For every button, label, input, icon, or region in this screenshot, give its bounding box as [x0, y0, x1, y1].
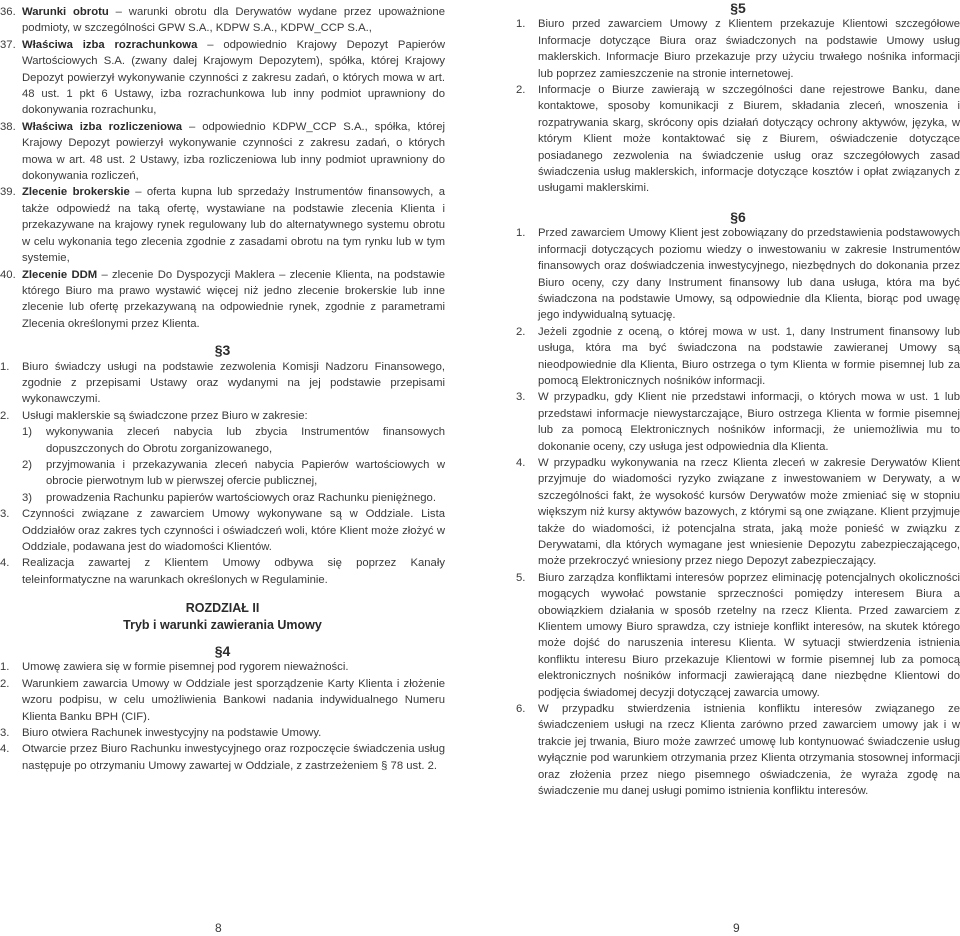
paragraph-item: [516, 389, 960, 455]
item-text: Warunkiem zawarcia Umowy w Oddziale jest sporządzenie Karty Klienta i złożenie wzoru podpisu, w celu umożliwienia Bankowi nadania indywidualnego Numeru Klienta Banku BPH (CIF).: [22, 677, 445, 723]
item-number: 1.: [0, 661, 10, 674]
item-text: Biuro świadczy usługi na podstawie zezwolenia Komisji Nadzoru Finansowego, zgodnie z przepisami Ustawy oraz wydanymi na jej podstawie przepisami wykonawczymi.: [22, 360, 445, 406]
sub-item-number: 1): [22, 426, 33, 439]
definition-item: [0, 37, 445, 119]
left-page: [0, 0, 445, 774]
definition-text: – oferta kupna lub sprzedaży Instrumentów finansowych, a także odpowiedź na taką ofertę, wystawiane na podstawie zlecenia Klienta i przekazywane na krajowy rynek regulowany lub do alternatywnego systemu obrotu w celu wykonania tego zlecenia zgodnie z zasadami obrotu na tym rynku lub w tym systemie,: [22, 186, 445, 265]
sub-item-text: przyjmowania i przekazywania zleceń nabycia Papierów wartościowych w obrocie pierwotnym lub w pierwszej ofercie publicznej,: [46, 458, 445, 488]
paragraph-item: [0, 555, 445, 588]
sub-item-text: wykonywania zleceń nabycia lub zbycia Instrumentów finansowych dopuszczonych do Obrotu zorganizowanego,: [46, 426, 445, 455]
item-number: 2.: [516, 84, 526, 97]
definition-item: [0, 184, 445, 266]
item-text: Biuro otwiera Rachunek inwestycyjny na podstawie Umowy.: [22, 727, 322, 740]
item-number: 6.: [516, 703, 526, 716]
item-number: 3.: [0, 727, 10, 740]
chapter-title: ROZDZIAŁ II: [185, 601, 260, 616]
paragraph-item: [516, 570, 960, 701]
paragraph-item: [0, 725, 445, 741]
definition-text: – odpowiednio KDPW_CCP S.A., spółka, której Krajowy Depozyt powierzył wykonywanie czynności z zakresu zadań, o których mowa w art. 48 ust. 2 Ustawy, izba rozliczeniowa lub inny podmiot uprawniony do dokonywania rozliczeń,: [22, 120, 445, 183]
item-number: 2.: [516, 325, 526, 338]
definition-text: – odpowiednio Krajowy Depozyt Papierów Wartościowych S.A. (zwany dalej Krajowym Depozytem), spółka, której Krajowy Depozyt powierzył wykonywanie czynności z zakresu zadań, o których mowa w art. 48 ust. 1 pkt 6 Ustawy, izba rozrachunkowa lub inny podmiot uprawniony do dokonywania rozrachunku,: [22, 38, 446, 117]
item-text: W przypadku, gdy Klient nie przedstawi informacji, o których mowa w ust. 1 lub przedstawi informacje niewystarczające, Biuro ostrzega Klienta w formie pisemnej lub za pomocą Elektronicznych nośników informacji, że uniemożliwia mu to dokonanie oceny, czy usługa jest odpowiednia dla Klienta.: [538, 391, 960, 453]
item-number: 40.: [0, 268, 16, 281]
definition-text: – zlecenie Do Dyspozycji Maklera – zlecenie Klienta, na podstawie którego Biuro ma prawo wystawić więcej niż jedno zlecenie brokerskie lub inne zlecenie lub ofertę przekazywaną na odpowiednie rynek, zgodnie z parametrami Zlecenia określonymi przez Klienta.: [22, 268, 445, 330]
item-number: 4.: [0, 743, 10, 756]
definition-item: [0, 4, 445, 37]
item-number: 3.: [0, 508, 10, 521]
item-number: 5.: [516, 571, 526, 584]
page-number-right: 9: [733, 921, 740, 935]
chapter-subtitle: Tryb i warunki zawierania Umowy: [123, 617, 322, 632]
item-number: 38.: [0, 120, 16, 133]
term: Zlecenie DDM: [22, 268, 98, 281]
item-number: 1.: [0, 360, 10, 373]
section-heading: §6: [730, 208, 746, 225]
paragraph-item: [516, 455, 960, 570]
page-number-left: 8: [215, 921, 222, 935]
term: Właściwa izba rozliczeniowa: [22, 120, 183, 133]
item-number: 4.: [516, 456, 526, 469]
definition-text: – warunki obrotu dla Derywatów wydane przez upoważnione podmioty, w szczególności GPW S.A., KDPW S.A., KDPW_CCP S.A.,: [22, 6, 445, 35]
paragraph-item: [516, 82, 960, 197]
sub-item: [0, 424, 445, 457]
item-text: W przypadku stwierdzenia istnienia konfliktu interesów związanego ze świadczeniem usługi na rzecz Klienta zarówno przed zawarciem umowy jak i w trakcie jej trwania, Biuro może zawrzeć umowę lub kontynuować świadczenie usług wyłącznie pod warunkiem otrzymania przez Klienta otrzymania stosownej informacji oraz złożenia przez niego pisemnego oświadczenia, że wyraża zgodę na świadczenie mu danej usługi pomimo istnienia konfliktu interesów.: [538, 703, 960, 798]
section-heading: §5: [730, 0, 746, 16]
item-text: W przypadku wykonywania na rzecz Klienta zleceń w zakresie Derywatów Klient przyjmuje do wiadomości ryzyko związane z inwestowaniem w Derywaty, a w szczególności fakt, że wysokość kursów Derywatów może zmieniać się w stopniu większym niż kursy aktywów bazowych, z którymi są one związane. Klient przyjmuje także do wiadomości, iż potencjalna strata, jaką może ponieść w związku z Derywatami, dla których wymagane jest wniesienie Depozytu zabezpieczającego, może przekroczyć wniesiony przez niego Depozyt zabezpieczający.: [538, 456, 960, 568]
term: Zlecenie brokerskie: [22, 186, 130, 199]
paragraph-item: [516, 701, 960, 799]
paragraph-item: [0, 408, 445, 424]
item-text: Biuro przed zawarciem Umowy z Klientem przekazuje Klientowi szczegółowe Informacje dotyczące Biura oraz świadczonych na podstawie Umowy usług maklerskich. Informacje Biuro przekazuje przy użyciu trwałego nośnika informacji lub poprzez zamieszczenie na stronie internetowej.: [538, 18, 960, 80]
item-number: 1.: [516, 227, 526, 240]
item-number: 2.: [0, 677, 10, 690]
item-text: Jeżeli zgodnie z oceną, o której mowa w ust. 1, dany Instrument finansowy lub usługa, która ma być świadczona na podstawie zawieranej Umowy są nieodpowiednie dla Klienta, Biuro ostrzega o tym Klienta w formie pisemnej lub za pomocą Elektronicznych nośników informacji.: [538, 325, 960, 387]
sub-item: [0, 490, 445, 506]
item-text: Czynności związane z zawarciem Umowy wykonywane są w Oddziale. Lista Oddziałów oraz zakres tych czynności i oświadczeń woli, które Klient może złożyć w Oddziale, podawana jest do wiadomości Klientów.: [22, 508, 445, 553]
item-text: Umowę zawiera się w formie pisemnej pod rygorem nieważności.: [22, 661, 349, 674]
paragraph-item: [0, 359, 445, 408]
section-heading: §4: [214, 643, 231, 660]
right-page: [516, 0, 960, 800]
item-number: 39.: [0, 186, 16, 199]
paragraph-item: [516, 324, 960, 390]
section-heading: §3: [214, 342, 231, 359]
paragraph-item: [516, 225, 960, 323]
item-number: 1.: [516, 18, 526, 31]
paragraph-item: [0, 659, 445, 675]
paragraph-item: [0, 741, 445, 774]
item-number: 3.: [516, 391, 526, 404]
item-text: Biuro zarządza konfliktami interesów poprzez eliminację potencjalnych okoliczności mogących wywołać powstanie sprzeczności pomiędzy interesem Biura a obowiązkiem działania w sposób rzetelny na rzecz Klienta. Przed zawarciem z Klientem umowy Biuro sprawdza, czy istnieje konflikt interesów, na skutek którego może dojść do naruszenia interesu Klienta. W sytuacji stwierdzenia istnienia konfliktu interesu Biuro przekazuje Klientowi w formie pisemnej lub za pomocą elektronicznych nośników informacji zawierającą dane niezbędne Klientowi do podjęcia świadomej decyzji dotyczącej zawarcia umowy.: [538, 571, 960, 699]
item-text: Przed zawarciem Umowy Klient jest zobowiązany do przedstawienia podstawowych informacji dotyczących poziomu wiedzy o inwestowaniu w zakresie Instrumentów finansowych oraz doświadczenia inwestycyjnego, niezbędnych do dokonania przez Biuro oceny, czy dany Instrument finansowy lub dana usługa, która ma być świadczona na podstawie Umowy, są odpowiednie dla Klienta, biorąc pod uwagę jego indywidualną sytuację.: [538, 227, 960, 322]
definition-item: [0, 119, 445, 185]
item-text: Otwarcie przez Biuro Rachunku inwestycyjnego oraz rozpoczęcie świadczenia usług następuje po otrzymaniu Umowy zawartej w Oddziale, z zastrzeżeniem § 78 ust. 2.: [22, 743, 445, 772]
sub-item: [0, 457, 445, 490]
item-text: Informacje o Biurze zawierają w szczególności dane rejestrowe Banku, dane kontaktowe, sposoby komunikacji z Biurem, składania zleceń, wnoszenia i rozpatrywania skarg, skrócony opis działań dotyczący ochrony aktywów, języka, w którym Klient może kontaktować się z Biurem, oświadczenie dotyczące posiadanego zezwolenia na świadczenie usług oraz szczegółowych zasad świadczenia usług maklerskich, informacje dotyczące kosztów i opłat związanych z usługami maklerskimi.: [538, 84, 960, 195]
item-text: Realizacja zawartej z Klientem Umowy odbywa się poprzez Kanały teleinformatyczne na warunkach określonych w Regulaminie.: [22, 557, 445, 586]
item-number: 36.: [0, 6, 16, 18]
definition-item: [0, 267, 445, 333]
term: Właściwa izba rozrachunkowa: [22, 38, 198, 51]
item-number: 37.: [0, 38, 16, 51]
sub-item-number: 3): [22, 491, 33, 504]
sub-item-number: 2): [22, 458, 33, 471]
term: Warunki obrotu: [22, 6, 109, 18]
item-number: 4.: [0, 557, 10, 570]
paragraph-item: [0, 676, 445, 725]
paragraph-item: [0, 506, 445, 555]
item-number: 2.: [0, 409, 10, 422]
paragraph-item: [516, 16, 960, 82]
sub-item-text: prowadzenia Rachunku papierów wartościowych oraz Rachunku pieniężnego.: [46, 491, 436, 504]
item-text: Usługi maklerskie są świadczone przez Biuro w zakresie:: [22, 409, 308, 422]
